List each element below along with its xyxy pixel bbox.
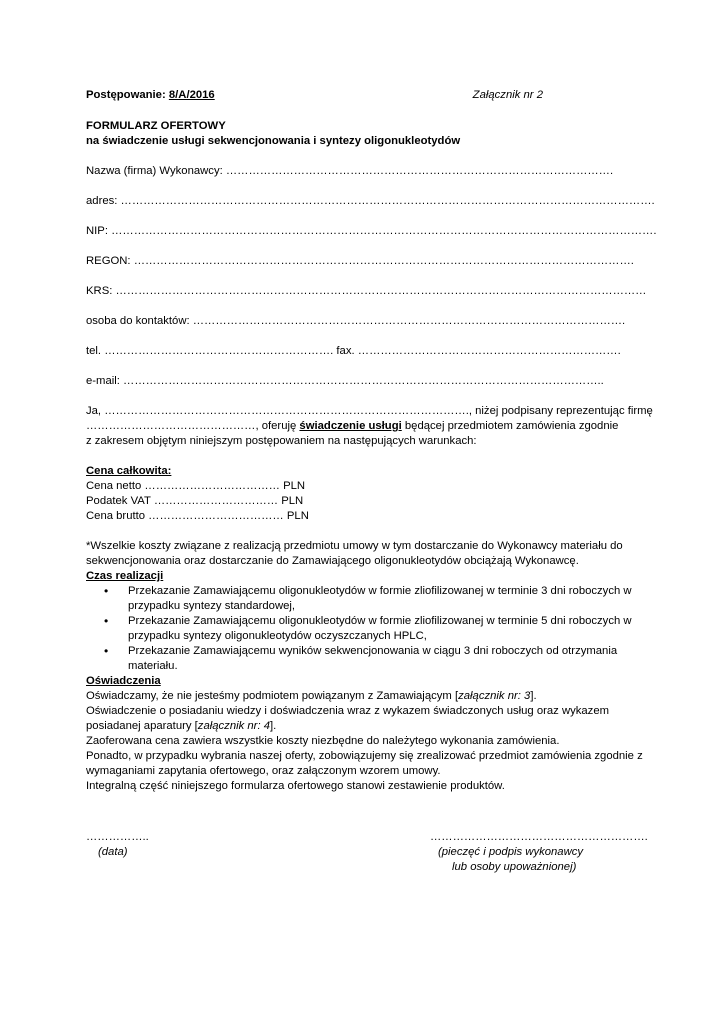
annex-label: Załącznik nr 2 bbox=[472, 89, 543, 101]
realization-item-1-line-1: • Przekazanie Zamawiającemu oligonukleotydów w formie zliofilizowanej w terminie 3 dni roboczych w bbox=[128, 585, 632, 597]
form-subtitle: na świadczenie usługi sekwencjonowania i syntezy oligonukleotydów bbox=[86, 135, 461, 147]
declaration-line-3: z zakresem objętym niniejszym postępowaniem na następujących warunkach: bbox=[86, 435, 477, 447]
statement-4-line-1: Ponadto, w przypadku wybrania naszej oferty, zobowiązujemy się zrealizować przedmiot zamówienia zgodnie z bbox=[86, 750, 643, 762]
contractor-signature-block bbox=[430, 830, 648, 875]
price-heading: Cena całkowita: bbox=[86, 465, 172, 477]
declaration-line-2 bbox=[86, 419, 656, 434]
field-address: adres: ……………………………………………………………………………………………………………………………. bbox=[86, 195, 655, 207]
statement-5: Integralną część niniejszego formularza ofertowego stanowi zestawienie produktów. bbox=[86, 780, 505, 792]
statements-section bbox=[86, 674, 656, 794]
price-gross: Cena brutto ……………………………… PLN bbox=[86, 510, 309, 522]
statement-1-annex-ref: załącznik nr: 3 bbox=[458, 690, 531, 702]
price-vat: Podatek VAT …………………………… PLN bbox=[86, 495, 304, 507]
costs-line-1: *Wszelkie koszty związane z realizacją przedmiotu umowy w tym dostarczanie do Wykonawcy materiału do bbox=[86, 540, 623, 552]
field-regon: REGON: ……………………………………………………………………………………………………………………. bbox=[86, 255, 634, 267]
costs-line-2: sekwencjonowania oraz dostarczanie do Zamawiającego oligonukleotydów obciążają Wykonawcę. bbox=[86, 555, 579, 567]
list-item bbox=[128, 584, 656, 614]
realization-list bbox=[86, 584, 656, 674]
statement-2-close: ]. bbox=[270, 720, 277, 732]
form-title: FORMULARZ OFERTOWY bbox=[86, 120, 226, 132]
date-label: (data) bbox=[98, 846, 128, 858]
statement-2-line-2 bbox=[86, 719, 656, 734]
statement-1 bbox=[86, 689, 656, 704]
realization-item-2-line-1: • Przekazanie Zamawiającemu oligonukleotydów w formie zliofilizowanej w terminie 5 dni roboczych w bbox=[128, 615, 632, 627]
statement-1-text: Oświadczamy, że nie jesteśmy podmiotem powiązanym z Zamawiającym [ bbox=[86, 690, 459, 702]
statement-2-annex-ref: załącznik nr: 4 bbox=[197, 720, 271, 732]
signature-label-line-2: lub osoby upoważnionej) bbox=[452, 861, 577, 873]
field-contractor-name: Nazwa (firma) Wykonawcy: …………………………………………………………………………………………. bbox=[86, 165, 614, 177]
field-krs: KRS: …………………………………………………………………………………………………………………………… bbox=[86, 285, 647, 297]
proceeding-number: 8/A/2016 bbox=[168, 89, 215, 101]
realization-item-2-line-2: przypadku syntezy oligonukleotydów oczyszczanych HPLC, bbox=[128, 630, 427, 642]
declaration-line-1: Ja, ……………………………………………………………………………………., niżej podpisany reprezentując firmę bbox=[86, 405, 653, 417]
date-signature-block bbox=[86, 830, 149, 860]
price-net: Cena netto ……………………………… PLN bbox=[86, 480, 306, 492]
declaration-line-2-end: będącej przedmiotem zamówienia zgodnie bbox=[401, 420, 619, 432]
realization-item-1-line-2: przypadku syntezy standardowej, bbox=[128, 600, 296, 612]
statement-1-close: ]. bbox=[530, 690, 537, 702]
signature-dots: …………………………………………………. bbox=[430, 831, 648, 843]
field-email: e-mail: ……………………………………………………………………………………………………………….. bbox=[86, 375, 604, 387]
proceeding-label: Postępowanie: bbox=[86, 89, 166, 101]
list-item bbox=[128, 644, 656, 674]
statement-3: Zaoferowana cena zawiera wszystkie koszty niezbędne do należytego wykonania zamówienia. bbox=[86, 735, 560, 747]
realization-item-3-line-2: materiału. bbox=[128, 660, 178, 672]
field-nip: NIP: ………………………………………………………………………………………………………………………………. bbox=[86, 225, 656, 237]
field-contact-person: osoba do kontaktów: ……………………………………………………………………………………………………. bbox=[86, 315, 626, 327]
realization-item-3-line-1: • Przekazanie Zamawiającemu wyników sekwencjonowania w ciągu 3 dni roboczych od otrzymania bbox=[128, 645, 618, 657]
realization-heading: Czas realizacji bbox=[86, 570, 164, 582]
date-dots: …………….. bbox=[86, 831, 149, 843]
declaration-paragraph bbox=[86, 404, 656, 449]
price-section bbox=[86, 464, 656, 524]
costs-note bbox=[86, 539, 656, 569]
realization-section bbox=[86, 569, 656, 674]
field-tel-fax: tel. ……………………………………………………. fax. ……………………………………………………………. bbox=[86, 345, 621, 357]
statements-heading: Oświadczenia bbox=[86, 675, 161, 687]
signature-label-line-1: (pieczęć i podpis wykonawcy bbox=[438, 846, 584, 858]
list-item bbox=[128, 614, 656, 644]
offer-form-document bbox=[86, 88, 656, 794]
document-header bbox=[86, 88, 656, 103]
statement-2-line-1: Oświadczenie o posiadaniu wiedzy i doświadczenia wraz z wykazem świadczonych usług oraz wykazem bbox=[86, 705, 610, 717]
statement-4-line-2: wymaganiami zapytania ofertowego, oraz załączonym wzorem umowy. bbox=[86, 765, 441, 777]
declaration-service-emphasis: świadczenie usługi bbox=[299, 420, 402, 432]
statement-2-text: posiadanej aparatury [ bbox=[86, 720, 198, 732]
contractor-fields bbox=[86, 164, 656, 389]
declaration-line-2-start: ………………………………………, oferuję bbox=[86, 420, 300, 432]
